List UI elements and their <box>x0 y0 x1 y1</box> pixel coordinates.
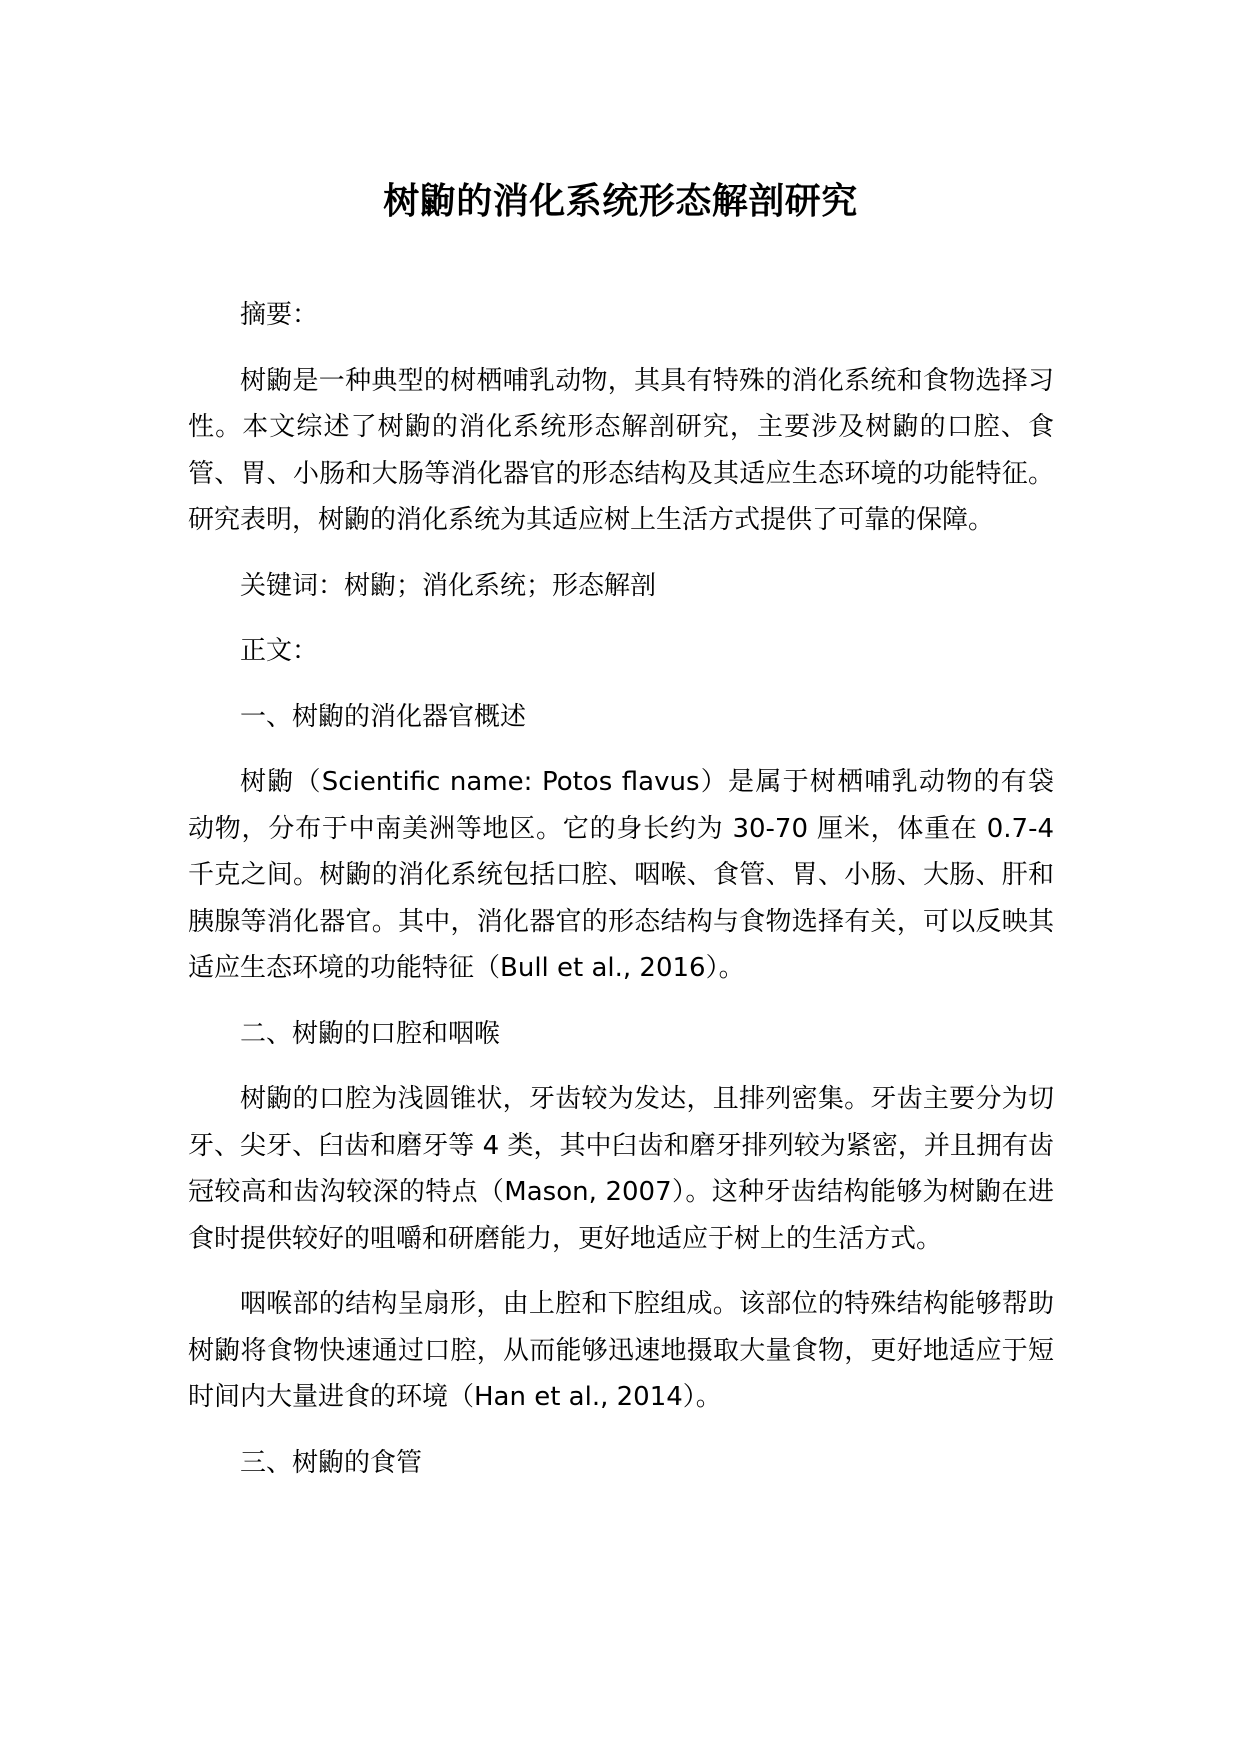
body-label: 正文： <box>240 636 319 666</box>
section-heading-2: 二、树鼩的口腔和咽喉 <box>240 1018 501 1049</box>
section-2-paragraph-1: 树鼩的口腔为浅圆锥状，牙齿较为发达，且排列密集。牙齿主要分为切牙、尖牙、臼齿和磨牙等 4 类，其中臼齿和磨牙排列较为紧密，并且拥有齿冠较高和齿沟较深的特点（Mason, 2007）。这种牙齿结构能够为树鼩在进食时提供较好的咀嚼和研磨能力，更好地适应于树上的生活方式。 <box>188 1084 1054 1254</box>
abstract-label: 摘要： <box>240 300 319 330</box>
document-body <box>188 292 1054 1505</box>
section-heading-3: 三、树鼩的食管 <box>240 1447 423 1478</box>
abstract-text: 树鼩是一种典型的树栖哺乳动物，其具有特殊的消化系统和食物选择习性。本文综述了树鼩的消化系统形态解剖研究，主要涉及树鼩的口腔、食管、胃、小肠和大肠等消化器官的形态结构及其适应生态环境的功能特征。研究表明，树鼩的消化系统为其适应树上生活方式提供了可靠的保障。 <box>188 365 1054 535</box>
section-2-paragraph-2: 咽喉部的结构呈扇形，由上腔和下腔组成。该部位的特殊结构能够帮助树鼩将食物快速通过口腔，从而能够迅速地摄取大量食物，更好地适应于短时间内大量进食的环境（Han et al., 2014）。 <box>188 1289 1054 1412</box>
document-title: 树鼩的消化系统形态解剖研究 <box>383 181 858 222</box>
section-heading-1: 一、树鼩的消化器官概述 <box>240 701 527 732</box>
section-1-paragraph-1: 树鼩（Scientific name: Potos flavus）是属于树栖哺乳动物的有袋动物，分布于中南美洲等地区。它的身长约为 30-70 厘米，体重在 0.7-4 千克之间。树鼩的消化系统包括口腔、咽喉、食管、胃、小肠、大肠、肝和胰腺等消化器官。其中，消化器官的形态结构与食物选择有关，可以反映其适应生态环境的功能特征（Bull et al., 2016）。 <box>188 767 1054 983</box>
keywords-line: 关键词：树鼩；消化系统；形态解剖 <box>240 570 657 601</box>
